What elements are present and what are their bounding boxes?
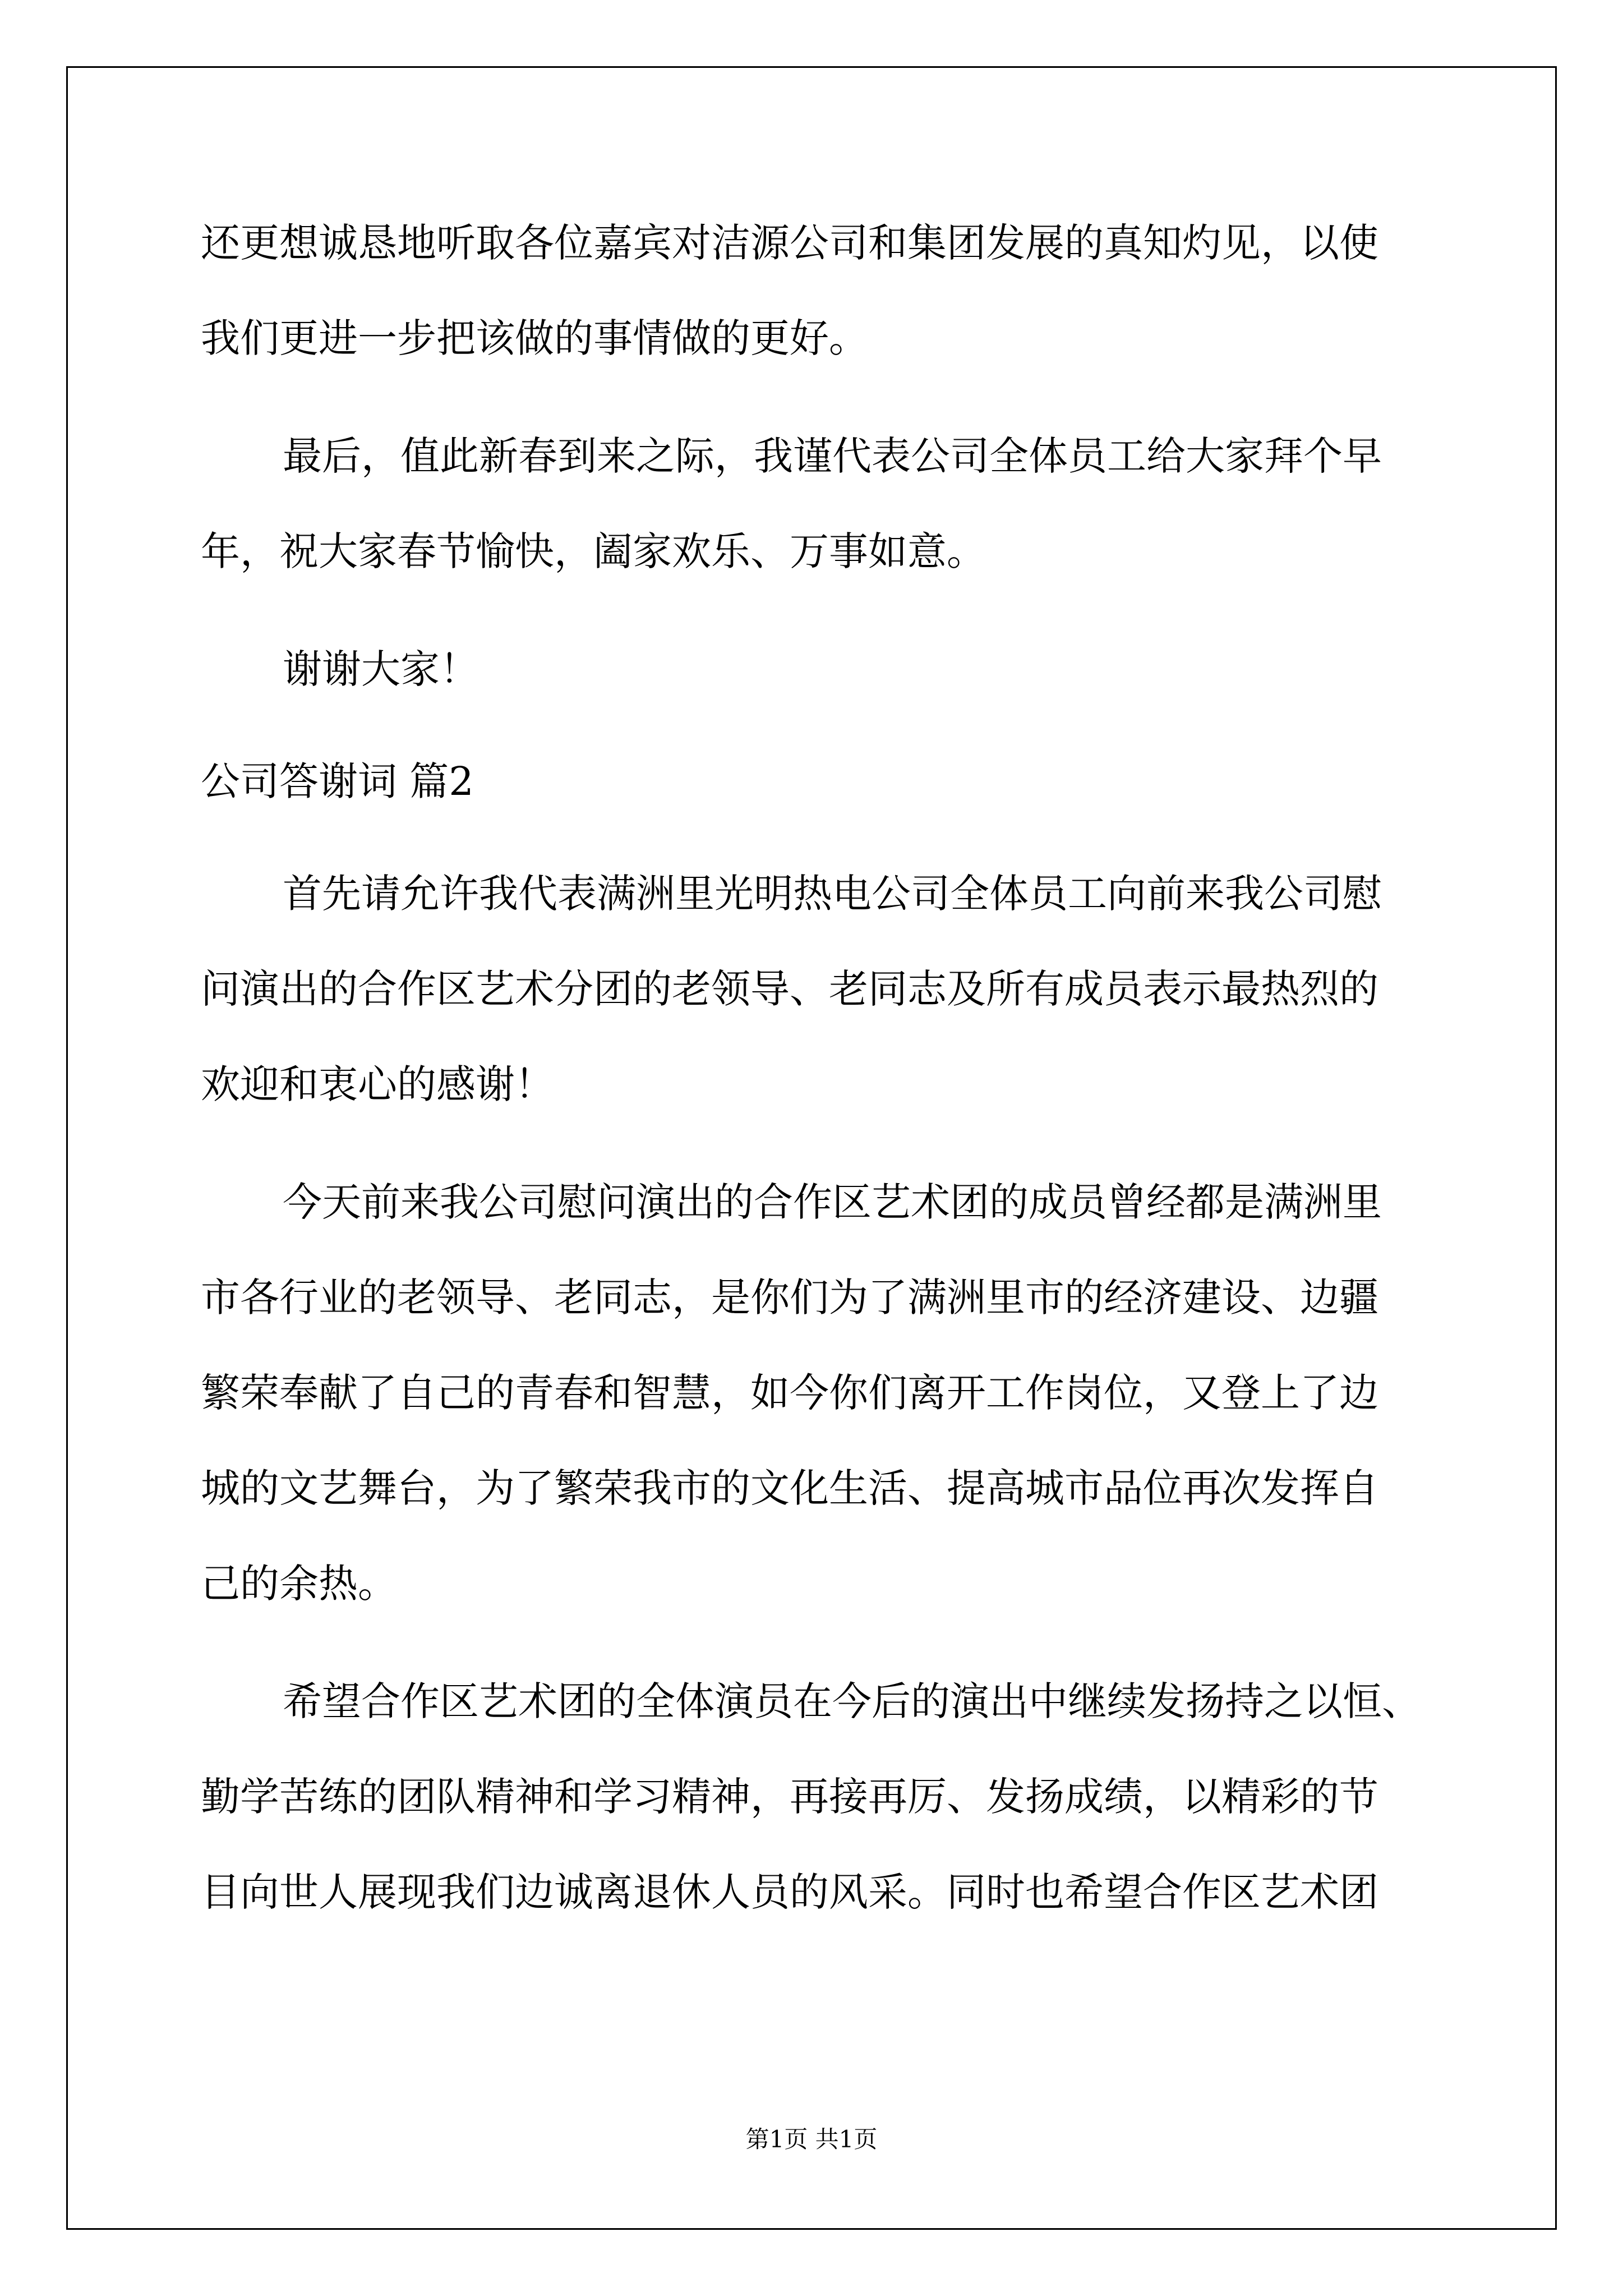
text-line: 己的余热。: [201, 1561, 397, 1607]
paragraph-line: 希望合作区艺术团的全体演员在今后的演出中继续发扬持之以恒、: [283, 1678, 1421, 1724]
page-footer: 第1页 共1页: [745, 2125, 878, 2153]
paragraph-line: 今天前来我公司慰问演出的合作区艺术团的成员曾经都是满洲里: [283, 1179, 1382, 1225]
text-line: 还更想诚恳地听取各位嘉宾对洁源公司和集团发展的真知灼见，以使: [201, 220, 1378, 266]
text-line: 目向世人展现我们边诚离退休人员的风采。同时也希望合作区艺术团: [201, 1869, 1378, 1915]
paragraph-line: 谢谢大家！: [283, 646, 479, 692]
section-heading: 公司答谢词 篇2: [201, 758, 474, 804]
paragraph-line: 最后，值此新春到来之际，我谨代表公司全体员工给大家拜个早: [283, 433, 1382, 479]
text-line: 年，祝大家春节愉快，阖家欢乐、万事如意。: [201, 528, 986, 574]
text-line: 问演出的合作区艺术分团的老领导、老同志及所有成员表示最热烈的: [201, 966, 1378, 1012]
text-line: 欢迎和衷心的感谢！: [201, 1061, 554, 1107]
text-line: 城的文艺舞台，为了繁荣我市的文化生活、提高城市品位再次发挥自: [201, 1465, 1378, 1511]
text-line: 市各行业的老领导、老同志，是你们为了满洲里市的经济建设、边疆: [201, 1274, 1378, 1320]
text-line: 勤学苦练的团队精神和学习精神，再接再厉、发扬成绩，以精彩的节: [201, 1774, 1378, 1820]
paragraph-line: 首先请允许我代表满洲里光明热电公司全体员工向前来我公司慰: [283, 871, 1382, 917]
text-line: 我们更进一步把该做的事情做的更好。: [201, 315, 868, 361]
text-line: 繁荣奉献了自己的青春和智慧，如今你们离开工作岗位，又登上了边: [201, 1370, 1378, 1416]
